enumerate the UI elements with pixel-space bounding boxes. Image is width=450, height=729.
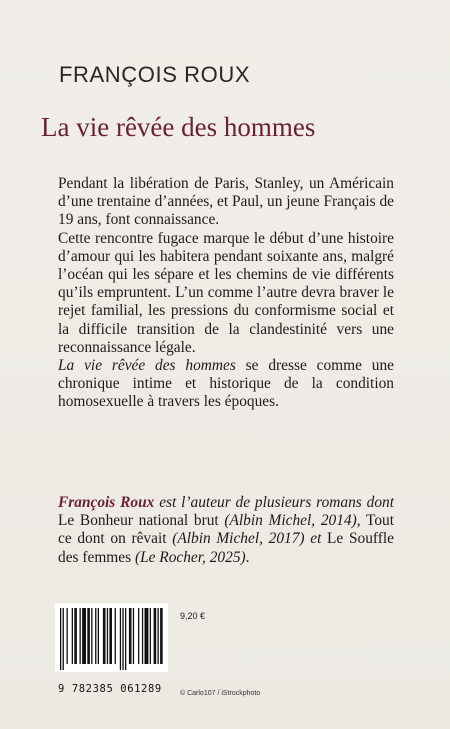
blurb-paragraph-3 (58, 357, 394, 412)
blurb-paragraph-3-text: se dresse comme une chronique intime et historique de la condition homosexuelle à travers les époques. (58, 357, 394, 411)
author-bio-text-3: et (304, 530, 328, 548)
blurb-paragraph-2: Cette rencontre fugace marque le début d’une histoire d’amour qui les habitera pendant soixante ans, malgré l’océan qui les sépare et les chemins de vie différents qu’ils empruntent. L’un comme l’autre devra braver le rejet familial, les pressions du conformisme social et la difficile transition de la clandestinité vers une reconnaissance légale. (58, 229, 394, 356)
blurb (58, 175, 394, 412)
isbn-number: 9 782385 061289 (58, 683, 162, 695)
price: 9,20 € (180, 611, 206, 621)
book-1-publisher: (Albin Michel, 2014), (218, 512, 361, 530)
book-2-title: Tout ce dont on rêvait (58, 512, 394, 548)
book-3-title: Le Souffle des femmes (58, 530, 394, 566)
book-2-publisher: (Albin Michel, 2017) (172, 530, 305, 548)
author-bio (58, 494, 394, 567)
author-heading: FRANÇOIS ROUX (59, 62, 251, 87)
author-bio-text-1: est l’auteur de plusieurs romans dont (154, 494, 394, 511)
barcode-bars (55, 603, 168, 672)
book-1-title: Le Bonheur national brut (58, 512, 219, 530)
barcode (55, 603, 168, 672)
book-title: La vie rêvée des hommes (41, 112, 316, 142)
blurb-paragraph-1: Pendant la libération de Paris, Stanley, un Américain d’une trentaine d’années, et Paul, un jeune Français de 19 ans, font connaissance. (58, 175, 394, 229)
author-bio-paragraph (58, 494, 394, 567)
blurb-title-ref: La vie rêvée des hommes (58, 357, 236, 375)
author-bio-name: François Roux (58, 494, 155, 511)
author-bio-text-4: . (245, 548, 250, 566)
photo-credit: © Carlo107 / iStrockphoto (180, 690, 261, 697)
book-3-publisher: (Le Rocher, 2025) (131, 548, 246, 566)
